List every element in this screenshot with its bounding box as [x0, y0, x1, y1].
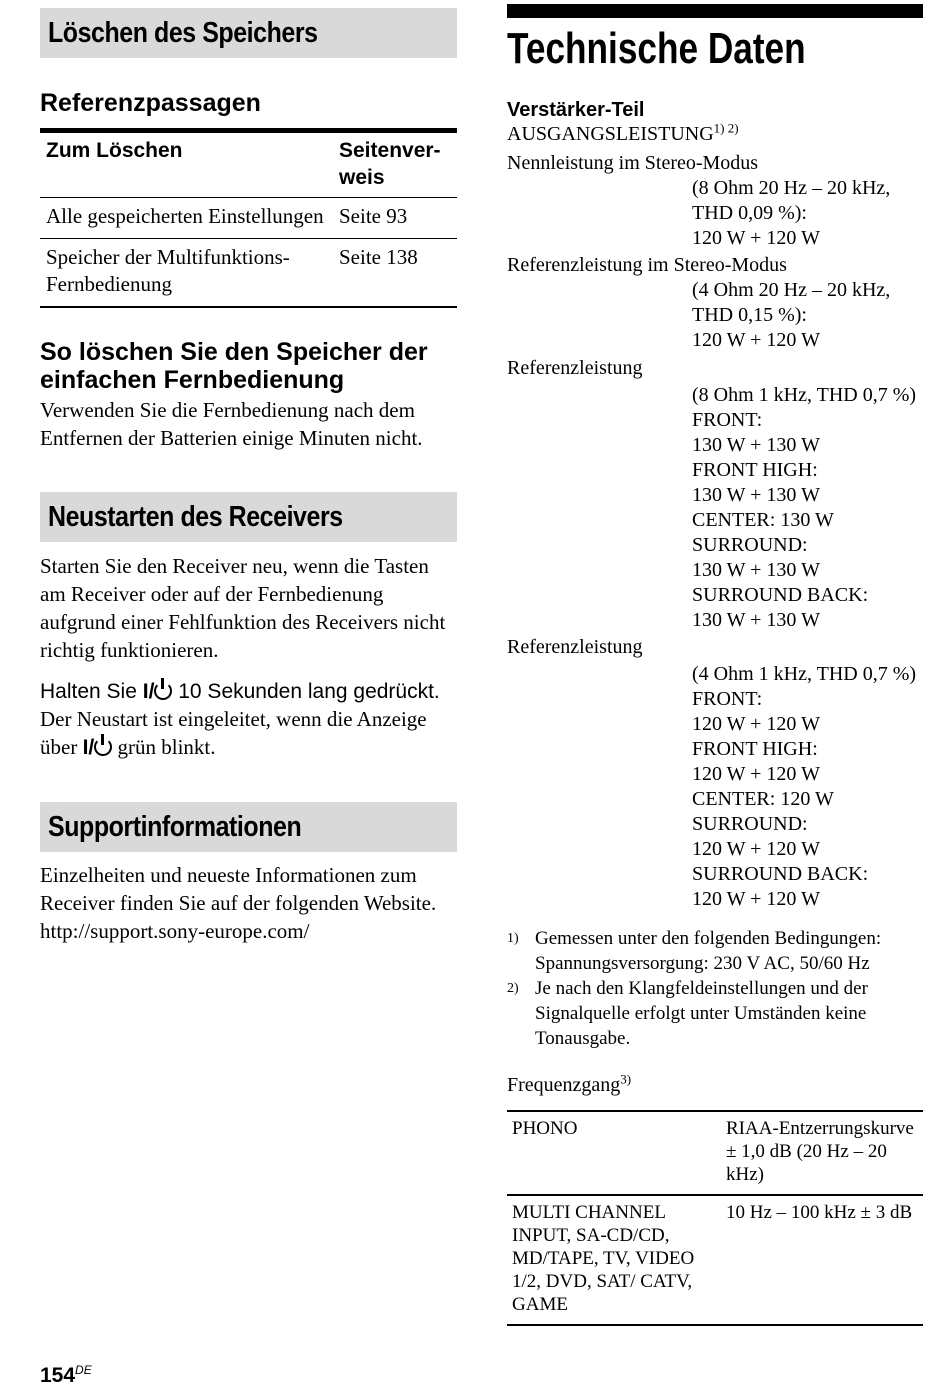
table-row: [507, 1195, 923, 1325]
footnote: 1) Gemessen unter den folgenden Bedingungen: Spannungsversorgung: 230 V AC, 50/60 Hz: [507, 928, 882, 974]
table-row: [40, 239, 457, 308]
freq-value: 10 Hz – 100 kHz ± 3 dB: [721, 1195, 923, 1325]
spec-line: SURROUND:: [692, 813, 808, 835]
freq-input: MULTI CHANNEL INPUT, SA-CD/CD, MD/TAPE, TV, VIDEO 1/2, DVD, SAT/ CATV, GAME: [507, 1195, 721, 1325]
spec-line: 130 W + 130 W: [692, 609, 820, 631]
page-title: Technische Daten: [507, 24, 806, 73]
table-row: [507, 1111, 923, 1195]
spec-line: (4 Ohm 1 kHz, THD 0,7 %): [692, 663, 917, 685]
section-title-restart: Neustarten des Receivers: [40, 492, 457, 542]
nominal-value: 120 W + 120 W: [692, 227, 820, 249]
output-label: $AUSGANGSLEISTUNG^{1) 2)}$: [507, 120, 739, 145]
spec-line: FRONT HIGH:: [692, 738, 818, 760]
spec-line: 130 W + 130 W: [692, 434, 820, 456]
spec-line: CENTER: 130 W: [692, 509, 834, 531]
freq-input: PHONO: [512, 1118, 578, 1139]
spec-line: SURROUND BACK:: [692, 863, 869, 885]
spec-line: 130 W + 130 W: [692, 559, 820, 581]
spec-line: FRONT:: [692, 688, 763, 710]
ref-col-1: Zum Löschen: [46, 139, 183, 162]
section-title-support: Supportinformationen: [40, 802, 457, 852]
spec-line: 120 W + 120 W: [692, 713, 820, 735]
heading-easy-remote: So löschen Sie den Speicher der einfachen Fernbedienung: [40, 338, 428, 394]
frequency-table: [507, 1110, 923, 1326]
spec-line: 120 W + 120 W: [692, 838, 820, 860]
spec-line: FRONT:: [692, 409, 763, 431]
left-column: [40, 8, 457, 945]
page-number: 154DE: [40, 1363, 92, 1387]
ref-stereo-condition: (4 Ohm 20 Hz – 20 kHz,: [692, 279, 891, 301]
power-icon: [94, 738, 112, 756]
easy-remote-text: Verwenden Sie die Fernbedienung nach dem Entfernen der Batterien einige Minuten nicht.: [40, 398, 423, 450]
hold-instruction: Halten Sie I/ 10 Sekunden lang gedrückt.: [40, 680, 440, 703]
spec-line: SURROUND:: [692, 534, 808, 556]
ref2-values: [507, 662, 923, 912]
ref1-values: [507, 383, 923, 633]
reference-table: [40, 128, 457, 308]
spec-line: 120 W + 120 W: [692, 763, 820, 785]
spec-line: FRONT HIGH:: [692, 459, 818, 481]
right-column: [507, 4, 923, 1326]
ref-item: Alle gespeicherten Einstellungen: [40, 198, 333, 239]
ref-col-2: Seitenver- weis: [339, 139, 441, 189]
ref-page: Seite 93: [333, 198, 457, 239]
nominal-condition: THD 0,09 %):: [692, 202, 807, 224]
restart-note: Der Neustart ist eingeleitet, wenn die Anzeige über I/ grün blinkt.: [40, 707, 427, 759]
spec-line: 130 W + 130 W: [692, 484, 820, 506]
amp-heading: Verstärker-Teil: [507, 99, 645, 121]
ref-stereo-condition: THD 0,15 %):: [692, 304, 807, 326]
ref1-label: Referenzleistung: [507, 357, 643, 379]
footnote: 2) Je nach den Klangfeldeinstellungen und der Signalquelle erfolgt unter Umständen keine Tonausgabe.: [507, 978, 868, 1049]
ref-page: Seite 138: [333, 239, 457, 308]
heading-reference: Referenzpassagen: [40, 89, 261, 117]
restart-text: Starten Sie den Receiver neu, wenn die Tasten am Receiver oder auf der Fernbedienung aufgrund einer Fehlfunktion des Receivers nicht richtig funktionieren.: [40, 554, 446, 662]
spec-line: SURROUND BACK:: [692, 584, 869, 606]
title-rule: [507, 4, 923, 18]
support-url[interactable]: http://support.sony-europe.com/: [40, 919, 310, 943]
ref-item: Speicher der Multifunktions-Fernbedienung: [40, 239, 333, 308]
freq-label: Frequenzgang$^{3)}$: [507, 1071, 632, 1096]
spec-line: (8 Ohm 1 kHz, THD 0,7 %): [692, 384, 917, 406]
table-row: [40, 198, 457, 239]
power-icon: [154, 682, 172, 700]
spec-line: CENTER: 120 W: [692, 788, 834, 810]
spec-line: 120 W + 120 W: [692, 888, 820, 910]
ref-stereo-label: Referenzleistung im Stereo-Modus: [507, 254, 787, 276]
nominal-label: Nennleistung im Stereo-Modus: [507, 152, 759, 174]
section-title-memory: Löschen des Speichers: [40, 8, 457, 58]
nominal-condition: (8 Ohm 20 Hz – 20 kHz,: [692, 177, 891, 199]
ref2-label: Referenzleistung: [507, 636, 643, 658]
support-text: Einzelheiten und neueste Informationen zum Receiver finden Sie auf der folgenden Website.: [40, 863, 437, 915]
ref-stereo-value: 120 W + 120 W: [692, 329, 820, 351]
freq-value: RIAA-Entzerrungskurve ± 1,0 dB (20 Hz – 20 kHz): [726, 1118, 914, 1185]
footnotes: [507, 926, 923, 1051]
